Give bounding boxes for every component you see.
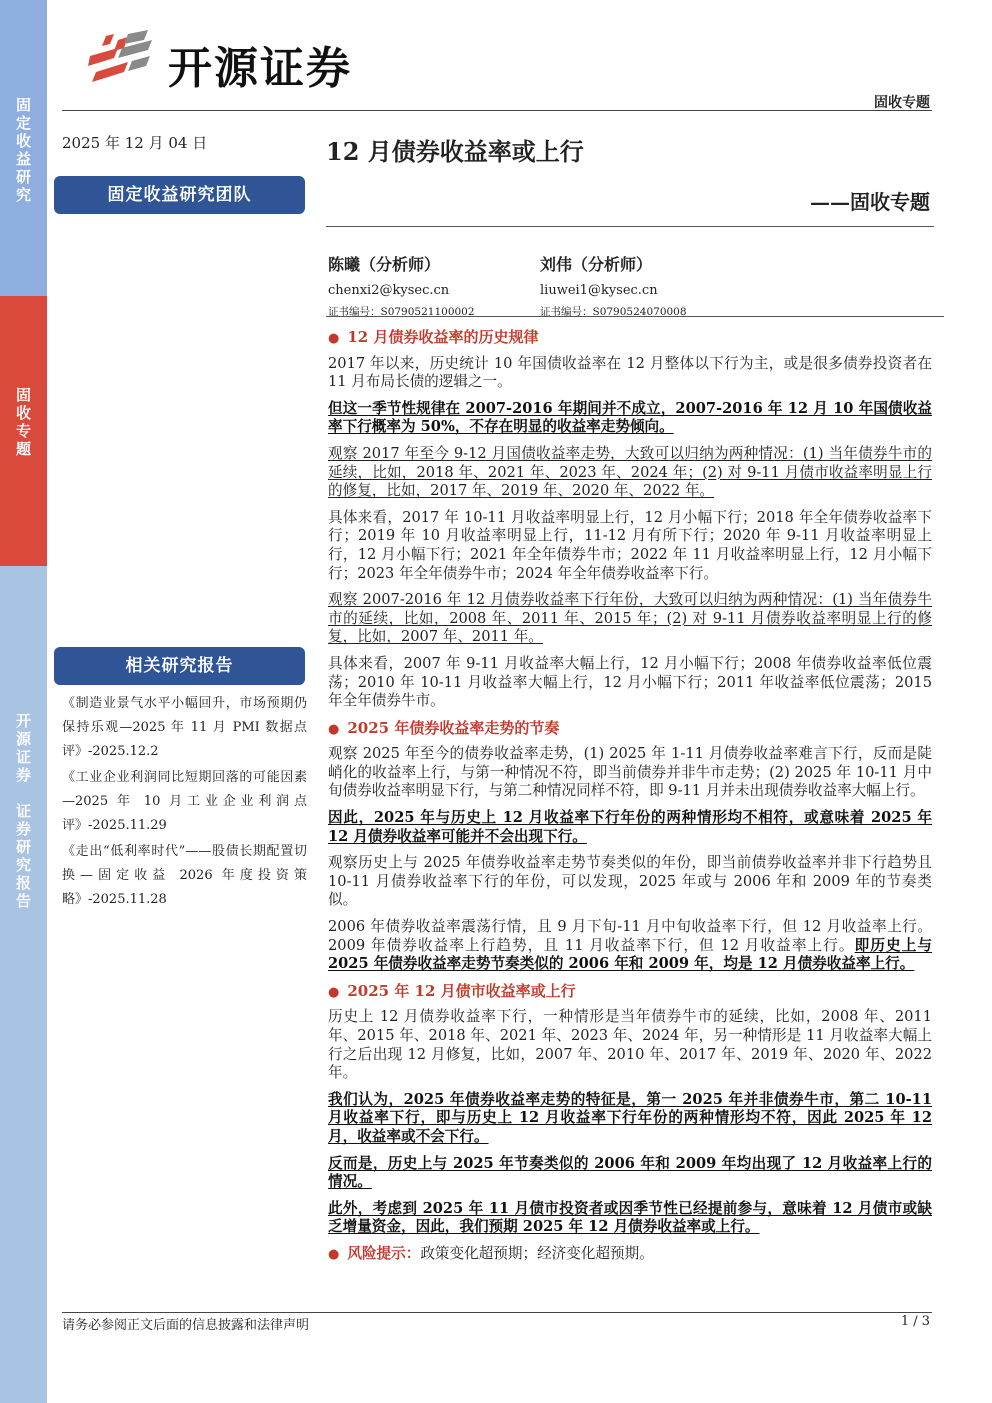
paragraph: 2017 年以来，历史统计 10 年国债收益率在 12 月整体以下行为主，或是很多债券投资者在 11 月布局长债的逻辑之一。 — [328, 354, 932, 391]
paragraph-bold: 但这一季节性规律在 2007-2016 年期间并不成立，2007-2016 年 12 月 10 年国债收益率下行概率为 50%，不存在明显的收益率走势倾向。 — [328, 399, 932, 436]
paragraph-bold: 此外，考虑到 2025 年 11 月债市投资者或因季节性已经提前参与，意味着 12 月债市或缺乏增量资金，因此，我们预期 2025 年 12 月债券收益率或上行。 — [328, 1199, 932, 1236]
section-heading: ● 2025 年债券收益率走势的节奏 — [328, 719, 932, 740]
paragraph: 历史上 12 月债券收益率下行，一种情形是当年债券牛市的延续，比如，2008 年、2011 年、2015 年、2018 年、2021 年、2023 年、2024 年，另一种情形是 11 月收益率大幅上行之后出现 12 月修复，比如，2007 年、2010 年、2017 年、2019 年、2020 年、2022 年。 — [328, 1008, 932, 1082]
paragraph-bold: 我们认为，2025 年债券收益率走势的特征是，第一 2025 年并非债券牛市，第二 10-11 月收益率下行，即与历史上 12 月收益率下行年份的两种情形均不符，因此 2025 年 12 月，收益率或不会下行。 — [328, 1090, 932, 1145]
analyst-email: liuwei1@kysec.cn — [540, 283, 658, 298]
report-date: 2025 年 12 月 04 日 — [62, 134, 208, 152]
paragraph: 观察 2025 年至今的债券收益率走势，(1) 2025 年 1-11 月债券收益率难言下行，反而是陡峭化的收益率上行，与第一种情况不符，即当前债券并非牛市走势；(2) 2025 年 10-11 月中旬债券收益率明显下行，与第二种情况同样不符，即 9-11 月并未出现债券收益率大幅上行。 — [328, 745, 932, 800]
analyst-1 — [328, 252, 475, 319]
related-reports-list — [62, 692, 307, 914]
section-heading: ● 12 月债券收益率的历史规律 — [328, 328, 932, 349]
paragraph: 具体来看，2007 年 9-11 月收益率大幅上行，12 月小幅下行；2008 年债券收益率低位震荡；2010 年 10-11 月收益率大幅上行，12 月小幅下行；2011 年收益率低位震荡；2015 年全年债券牛市。 — [328, 654, 932, 710]
brand-name: 开源证券 — [168, 43, 352, 94]
analyst-cert: 证书编号：S0790521100002 — [328, 306, 475, 318]
report-subtitle: ——固收专题 — [810, 190, 930, 214]
report-title: 12 月债券收益率或上行 — [326, 137, 584, 166]
paragraph-underlined: 观察 2007-2016 年 12 月债券收益率下行年份，大致可以归纳为两种情况：(1) 当年债券牛市的延续，比如，2008 年、2011 年、2015 年；(2) 对 9-11 月债券收益率明显上行的修复，比如，2007 年、2011 年。 — [328, 591, 932, 646]
header-tag: 固收专题 — [874, 95, 930, 111]
paragraph-underlined: 观察 2017 年至今 9-12 月国债收益率走势，大致可以归纳为两种情况：(1) 当年债券牛市的延续，比如，2018 年、2021 年、2023 年、2024 年；(2) 对 9-11 月债市收益率明显上行的修复，比如，2017 年、2019 年、2020 年、2022 年。 — [328, 444, 932, 500]
risk-text: 政策变化超预期；经济变化超预期。 — [420, 1244, 654, 1262]
brand-logo-icon — [88, 30, 156, 86]
risk-note — [328, 1245, 932, 1265]
paragraph-bold-part: 即历史上与 2025 年债券收益率走势节奏类似的 2006 年和 2009 年，均是 12 月债券收益率上行。 — [328, 936, 932, 973]
paragraph — [328, 918, 932, 974]
related-reports-heading: 相关研究报告 — [54, 647, 305, 685]
risk-label: ● 风险提示： — [328, 1245, 420, 1262]
team-box: 固定收益研究团队 — [54, 176, 305, 214]
paragraph: 具体来看，2017 年 10-11 月收益率明显上行，12 月小幅下行；2018 年全年债券收益率下行；2019 年 10 月收益率明显上行，11-12 月有所下行；2020 年 9-11 月收益率明显上行，12 月小幅下行；2021 年全年债券牛市；2022 年 11 月收益率明显上行，12 月小幅下行；2023 年全年债券牛市；2024 年全年债券收益率下行。 — [328, 508, 932, 582]
analyst-name: 刘伟（分析师） — [540, 255, 653, 274]
sidebar-top-label: 固 定 收 益 研 究 — [15, 96, 31, 204]
related-report-item[interactable]: 《走出“低利率时代”——股债长期配置切换—固定收益 2026 年度投资策略》-2025.11.28 — [62, 844, 307, 907]
paragraph: 观察历史上与 2025 年债券收益率走势节奏类似的年份，即当前债券收益率并非下行趋势且 10-11 月债券收益率下行的年份，可以发现，2025 年或与 2006 年和 2009 年的节奏类似。 — [328, 854, 932, 909]
title-divider — [326, 226, 934, 227]
paragraph-part: 2006 年债券收益率震荡行情，且 9 月下旬-11 月中旬收益率下行，但 12 月收益率上行。2009 年债券收益率上行趋势，且 11 月收益率下行，但 12 月收益率上行。 — [328, 918, 932, 954]
sidebar-section-bottom — [0, 566, 47, 1403]
related-report-item[interactable]: 《工业企业利润同比短期回落的可能因素—2025 年 10 月工业企业利润点评》-2025.11.29 — [62, 770, 307, 833]
analyst-2 — [540, 252, 687, 319]
page-number: 1 / 3 — [900, 1314, 930, 1329]
analyst-email: chenxi2@kysec.cn — [328, 283, 450, 298]
footer-divider — [62, 1312, 932, 1313]
paragraph-bold: 因此，2025 年与历史上 12 月收益率下行年份的两种情形均不相符，或意味着 2025 年 12 月债券收益率可能并不会出现下行。 — [328, 809, 932, 845]
sidebar-bottom-label: 开 源 证 券 证 券 研 究 报 告 — [15, 712, 31, 910]
footer-disclaimer: 请务必参阅正文后面的信息披露和法律声明 — [62, 1318, 310, 1333]
section-heading: ● 2025 年 12 月债市收益率或上行 — [328, 982, 932, 1003]
analyst-divider — [326, 316, 944, 317]
related-report-item[interactable]: 《制造业景气水平小幅回升，市场预期仍保持乐观—2025 年 11 月 PMI 数据点评》-2025.12.2 — [62, 696, 307, 759]
paragraph-bold: 反而是，历史上与 2025 年节奏类似的 2006 年和 2009 年均出现了 12 月收益率上行的情况。 — [328, 1154, 932, 1191]
header-divider — [62, 110, 932, 111]
analyst-name: 陈曦（分析师） — [328, 255, 441, 274]
sidebar-mid-label: 固 收 专 题 — [15, 386, 31, 458]
report-body — [328, 328, 932, 1273]
analyst-cert: 证书编号：S0790524070008 — [540, 306, 687, 318]
